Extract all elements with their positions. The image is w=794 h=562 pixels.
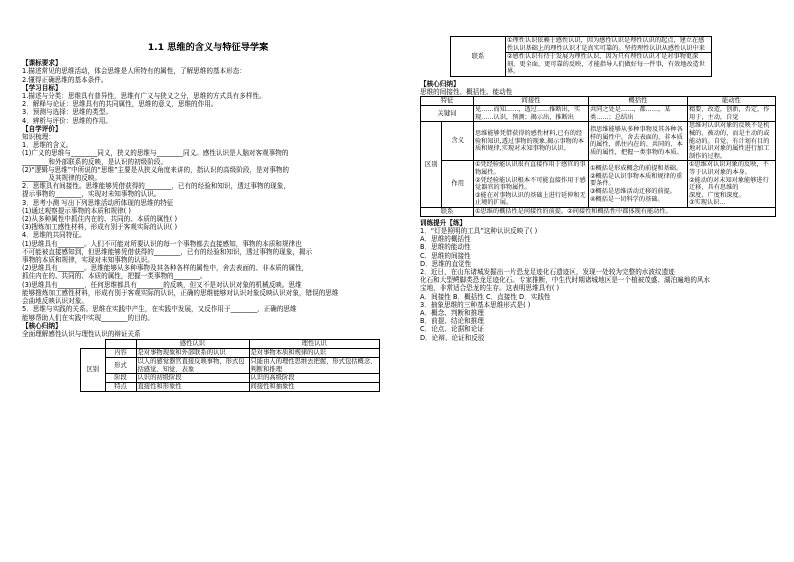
cell: 精要，改造，创新，否定，作用于，主动，自觉: [688, 106, 776, 122]
content-line: 2．思维具有间接性。思维能够凭借获得的________，已有的经验和知识，透过事物的现象，: [22, 182, 290, 191]
header-feature: 特征: [421, 97, 474, 106]
link-table: [450, 36, 712, 77]
core-summary-heading: 【核心归纳】: [420, 79, 460, 88]
content-line: 提示事物的________，实现对未知事物的认识。: [22, 190, 161, 199]
cell-line: ②能动的对未知对象能够进行迁移，具有思维的: [689, 176, 769, 192]
question-option: B．前提、结论和推理: [420, 317, 484, 326]
cell: 是对事物本质和规律的认识: [249, 348, 380, 357]
content-line: ________和外部联系的反映，是认识的初级阶段。: [22, 157, 168, 166]
table-row: [81, 383, 380, 392]
knowledge-label: 知识梳理：: [22, 133, 55, 142]
row-key: 形式: [105, 357, 136, 374]
question-option: A．概念、判断和推理: [420, 308, 484, 317]
cell: 认识的高级阶段: [249, 374, 380, 383]
cell-line: ①思维对认识对象的反映，不等于认识对象的本身。: [689, 161, 769, 176]
goal-line: 1.描述与分类：思维具有普异性，思维有广义与狭义之分，思维的方式具有多样性。: [22, 92, 266, 101]
content-line: ________及其规律的反映。: [22, 174, 102, 183]
cell: 指思维能够从多种事物及其各种各样的属性中，舍去表面的、非本质的属性，抓住内在的、共同的、本质的属性，把握一类事物的本质。: [589, 122, 688, 161]
content-line: (1)广义的思维与________同义，狭义的思维与________同义。感性认识是人脑对客观事物的: [22, 149, 289, 158]
question-line: 3．抽象思维的三种基本思维形式是( ): [420, 300, 531, 309]
question-option: A．思维的概括性: [420, 235, 471, 244]
table-row: [451, 37, 712, 53]
content-line: (1)思维具有________。人们不可能对所要认识的每一个事物都去直接感知，事物的本质和规律也: [22, 239, 302, 248]
perception-reason-table: [80, 339, 380, 392]
cell: ①理性认识依赖于感性认识，因为感性认识是理性认识的起点，建立在感性认识基础上的理性认识才是真实可靠的。坚持理性认识从感性认识中来: [506, 37, 712, 53]
row-key: 含义: [442, 122, 474, 161]
row-key: 内容: [105, 348, 136, 357]
cell: 间接性和抽象性: [249, 383, 380, 392]
cell-line: ③概括是思维活动迁移的前提。: [590, 187, 676, 195]
content-line: 会曲地反映认识对象。: [22, 297, 88, 306]
row-key: 联系: [421, 207, 474, 216]
cell: ②感性认识有待于发展为理性认识，因为只有理性认识才是对事物更深刻、更全面、更可靠的反映，才能指导人们做好每一件事，有效地改造世界。: [506, 53, 712, 77]
table-row: [81, 357, 380, 374]
question-line: 2．近日，在山东诸城发掘出一片恐龙足迹化石遗迹区，发现一处较为完整的水波纹遗迹: [420, 267, 675, 276]
content-line: (3)搜炼加工感性材料，形成有别于客观实际的认识( ): [22, 223, 178, 232]
content-line: 不可能被直接感知到，但思维能够凭借获得的________，已有的经验和知识，透过事物的现象，揭示: [22, 247, 313, 256]
content-line: (2)思维具有________。思维能够从多种事物及其各种各样的属性中，舍去表面的、非本质的属性，: [22, 264, 309, 273]
content-line: 能够搜炼加工感性材料，形成有别于客观实际的认识，正确的思维能够对认识对象反映认识对象，错误的思维: [22, 288, 339, 297]
table-row: [81, 340, 380, 349]
content-line: 3．思考小测 写出下列思维活动所体现的思维的特征: [22, 198, 174, 207]
cell: [589, 161, 688, 208]
question-line: 化石和大型鳄脚类恐龙足迹化石。专家推断，中生代时期诸城地区是一个植被茂盛、湖泊遍地的风水: [420, 276, 711, 285]
content-line: (1)通过观察提示事物的本质和规律( ): [22, 206, 131, 215]
table-row: [421, 106, 776, 122]
content-line: (3)思维具有________，任何思维都具有________的反映，但又不是对认识对象的机械反映。思维: [22, 280, 302, 289]
cell: [474, 161, 589, 208]
row-key: 作用: [442, 161, 474, 208]
cell: ①思维的概括性是间接性的前提。②间接性和概括性中都体现有能动性。: [474, 207, 776, 216]
cell: 以人的感觉器官直接反映事物，形式包括感觉、知觉、表象: [136, 357, 249, 374]
standard-line: 2.懂得正确思维的基本条件。: [22, 75, 108, 84]
content-line: (2)“逻辑与思维”中所说的“思维”主要是从狭义角度来讲的，指认识的高级阶段，是对事物的: [22, 165, 289, 174]
goal-line: 2．解释与论证：思维具有的共同属性，思维的意义，思维的作用。: [22, 100, 218, 109]
cell-line: 深度、广度和深度。: [689, 191, 745, 199]
core-summary-heading: 【核心归纳】: [22, 321, 62, 330]
table-row: [421, 97, 776, 106]
cell: 直接性和形象性: [136, 383, 249, 392]
standards-heading: 【课标要求】: [22, 59, 62, 68]
cell-line: ②凭经验能认识根本不可能直接作用于感觉器官的事物属性。: [475, 176, 586, 192]
table-row: [81, 374, 380, 383]
left-column: [22, 40, 394, 392]
cell-line: ③实现认识...: [689, 199, 726, 207]
cell: 认识的初级阶段: [136, 374, 249, 383]
header-perceptual: 感性认识: [136, 340, 249, 349]
link-label: 联系: [451, 37, 506, 77]
row-key: 特点: [105, 383, 136, 392]
question-line: 1．“灯是照明的工具”这种认识反映了( ): [420, 226, 538, 235]
table-row: [421, 207, 776, 216]
content-line: 5．思维与实践的关系。思维在实践中产生，在实践中发展，又反作用于________，正确的思维: [22, 305, 297, 314]
row-group-label: 区别: [421, 122, 442, 208]
header-initiative: 能动性: [688, 97, 776, 106]
question-option: D．论辩、论证和反驳: [420, 333, 485, 342]
table-caption: 思维的间接性、概括性、能动性: [420, 88, 513, 97]
question-option: A．间接性 B．概括性 C．直接性 D．实践性: [420, 292, 551, 301]
row-key: 阶段: [105, 374, 136, 383]
standard-line: 1.描述常见的思维活动，体会思维是人所特有的属性，了解思维的基本形态：: [22, 67, 246, 76]
table-row: [421, 122, 776, 161]
content-line: 1．思维的含义。: [22, 141, 73, 150]
content-line: (2)从多种属性中抓住内在的、共同的、本质的属性( ): [22, 215, 178, 224]
cell-line: ④概括是一切科学的基础。: [590, 195, 664, 203]
cell: 见……而知……，透过……推断出，实现……认识，预测；揭示出，推断出: [474, 106, 589, 122]
goal-line: 3．预测与选择：思维的类型。: [22, 108, 112, 117]
header-indirectness: 间接性: [474, 97, 589, 106]
question-option: B．思维的能动性: [420, 243, 471, 252]
page-title: 1.1 思维的含义与特征导学案: [147, 42, 269, 53]
header-generality: 概括性: [589, 97, 688, 106]
cell-line: ①凭经验能认识很有直接作用于感官的事物属性。: [475, 161, 586, 176]
goals-heading: 【学习目标】: [22, 83, 62, 92]
self-eval-heading: 【自学评价】: [22, 124, 62, 133]
right-column: [420, 36, 790, 342]
table-row: [81, 348, 380, 357]
question-option: D．思维的直觉性: [420, 259, 472, 268]
question-option: C．论点、论据和论证: [420, 325, 484, 334]
content-line: 能够帮助人们在实践中实现________的目的。: [22, 313, 154, 322]
content-line: 4．思维的共同特征。: [22, 231, 86, 240]
row-group-label: 区别: [81, 348, 106, 391]
exercise-heading: 训练提升【练】: [420, 218, 467, 227]
cell-line: ②概括是认识事物本质和规律的重要条件。: [590, 172, 683, 188]
table-row: [421, 161, 776, 208]
cell: 思维能够凭借获得的感性材料,已有的经验和知识,透过事物的现象,揭示事物的本质和规律,实现对未知事物的认识。: [474, 122, 589, 161]
cell: 只能由人的理性思维去把握，形式包括概念、判断和推理: [249, 357, 380, 374]
question-option: C．思维的间接性: [420, 251, 471, 260]
question-line: 宝地，非常适合恐龙的生存。这表明思维具有( ): [420, 284, 560, 293]
cell-line: ①概括是形成概念的前提和基础。: [590, 165, 683, 173]
cell: 共同之处是……，都……，某类……；总结出: [589, 106, 688, 122]
row-key: 关键词: [421, 106, 474, 122]
thinking-features-table: [420, 96, 776, 216]
goal-line: 4．辨析与评价：思维的作用。: [22, 116, 112, 125]
cell: [688, 161, 776, 208]
content-line: 事物的本质和规律，实现对未知事物的认识。: [22, 256, 154, 265]
cell: 思维对认识对象的反映不是机械的、被动的，而是主动的或能动的。自觉、有计划有目的地对认识对象的属性进行加工制作的过程。: [688, 122, 776, 161]
table-caption: 全面理解感性认识与理性认识的辩证关系: [22, 329, 141, 338]
header-rational: 理性认识: [249, 340, 380, 349]
cell-line: ③能在对事物认识的基础上进行延伸和无止境的扩展。: [475, 191, 586, 207]
content-line: 抓住内在的、共同的、本质的属性，把握一类事物的________。: [22, 272, 207, 281]
cell: 是对事物现象和外部联系的认识: [136, 348, 249, 357]
